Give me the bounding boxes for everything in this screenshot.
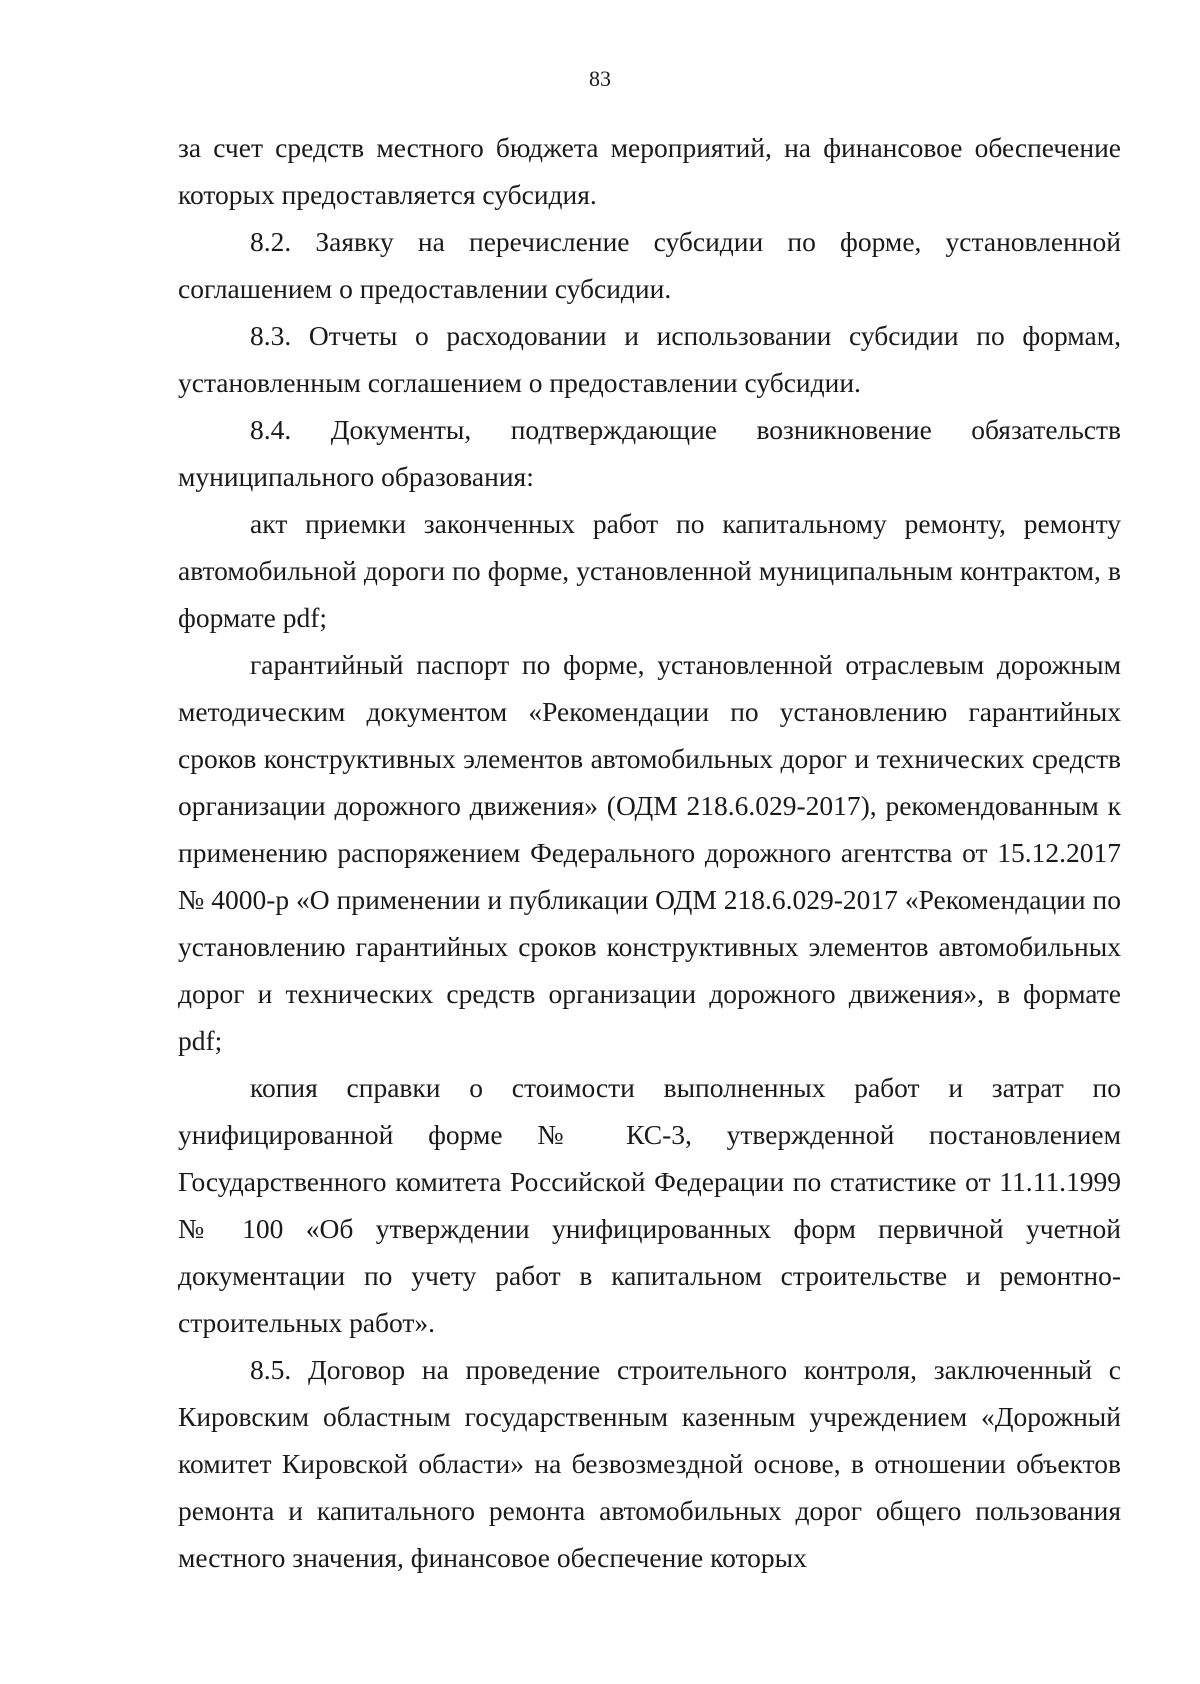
paragraph-8-3: 8.3. Отчеты о расходовании и использовании субсидии по формам, установленным соглашением о предоставлении субсидии. [178,320,1121,398]
paragraph-passport: гарантийный паспорт по форме, установленной отраслевым дорожным методическим документом «Рекомендации по установлению гарантийных сроков конструктивных элементов автомобильных дорог и технических средств организации дорожного движения» (ОДМ 218.6.029-2017), рекомендованным к применению распоряжением Федерального дорожного агентства от 15.12.2017 № 4000-р «О применении и публикации ОДМ 218.6.029-2017 «Рекомендации по установлению гарантийных сроков конструктивных элементов автомобильных дорог и технических средств организации дорожного движения», в формате pdf; [178,649,1121,1056]
paragraph-1: за счет средств местного бюджета мероприятий, на финансовое обеспечение которых предоставляется субсидия. [178,132,1121,210]
page-number: 83 [589,66,611,91]
document-body [178,124,1121,1581]
paragraph-8-2: 8.2. Заявку на перечисление субсидии по форме, установленной соглашением о предоставлении субсидии. [178,226,1121,304]
paragraph-8-4: 8.4. Документы, подтверждающие возникновение обязательств муниципального образования: [178,414,1121,492]
paragraph-8-5: 8.5. Договор на проведение строительного контроля, заключенный с Кировским областным государственным казенным учреждением «Дорожный комитет Кировской области» на безвозмездной основе, в отношении объектов ремонта и капитального ремонта автомобильных дорог общего пользования местного значения, финансовое обеспечение которых [178,1354,1121,1573]
paragraph-ks3: копия справки о стоимости выполненных работ и затрат по унифицированной форме № КС-3, утвержденной постановлением Государственного комитета Российской Федерации по статистике от 11.11.1999 № 100 «Об утверждении унифицированных форм первичной учетной документации по учету работ в капитальном строительстве и ремонтно-строительных работ». [178,1072,1121,1338]
paragraph-act: акт приемки законченных работ по капитальному ремонту, ремонту автомобильной дороги по форме, установленной муниципальным контрактом, в формате pdf; [178,508,1121,633]
